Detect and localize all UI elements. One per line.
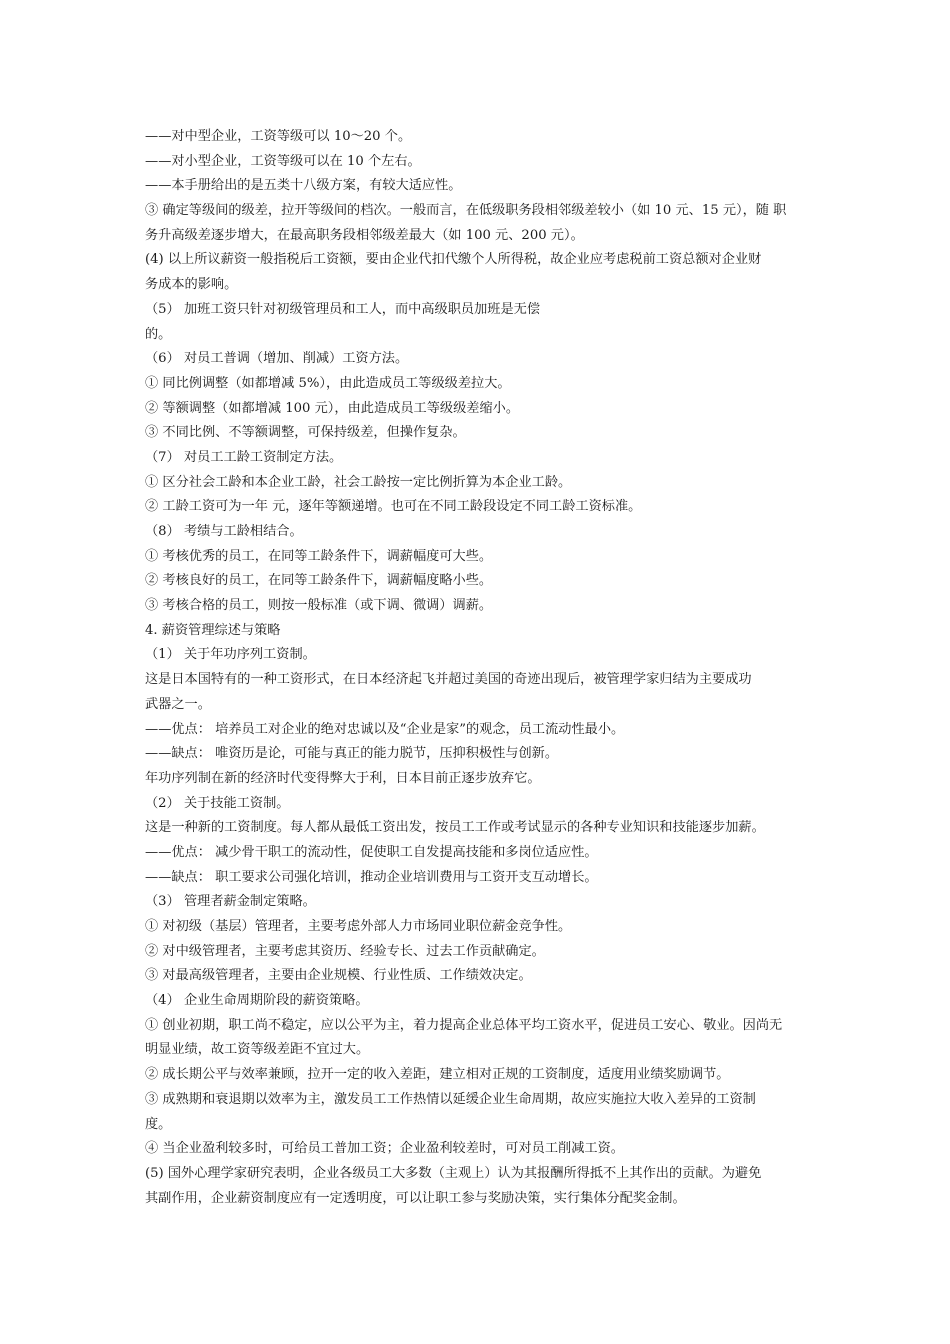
text-line: ——本手册给出的是五类十八级方案，有较大适应性。 <box>145 178 462 194</box>
text-line: ——优点： 培养员工对企业的绝对忠诚以及“企业是家”的观念，员工流动性最小。 <box>145 721 625 737</box>
text-line: ② 工龄工资可为一年 元，逐年等额递增。也可在不同工龄段设定不同工龄工资标准。 <box>145 499 642 515</box>
text-line: ③ 成熟期和衰退期以效率为主，激发员工工作热情以延缓企业生命周期，故应实施拉大收入差异的工资制 <box>145 1091 756 1107</box>
text-line: （3） 管理者薪金制定策略。 <box>145 894 316 910</box>
text-line: 年功序列制在新的经济时代变得弊大于利，日本目前正逐步放弃它。 <box>145 770 541 786</box>
text-line: （6） 对员工普调（增加、削减）工资方法。 <box>145 351 409 367</box>
text-line: 的。 <box>145 326 172 342</box>
text-line: ① 考核优秀的员工，在同等工龄条件下，调薪幅度可大些。 <box>145 548 493 564</box>
text-line: 武器之一。 <box>145 696 211 712</box>
text-line: （7） 对员工工龄工资制定方法。 <box>145 449 343 465</box>
text-line: （5） 加班工资只针对初级管理员和工人，而中高级职员加班是无偿 <box>145 301 541 317</box>
text-line: ② 成长期公平与效率兼顾，拉开一定的收入差距，建立相对正规的工资制度，适度用业绩奖励调节。 <box>145 1067 730 1083</box>
text-line: (5) 国外心理学家研究表明，企业各级员工大多数（主观上）认为其报酬所得抵不上其作出的贡献。为避免 <box>145 1165 762 1181</box>
text-line: （1） 关于年功序列工资制。 <box>145 647 316 663</box>
text-line: ——对小型企业，工资等级可以在 10 个左右。 <box>145 153 421 169</box>
text-line: ③ 不同比例、不等额调整，可保持级差，但操作复杂。 <box>145 425 466 441</box>
text-line: (4) 以上所议薪资一般指税后工资额，要由企业代扣代缴个人所得税，故企业应考虑税前工资总额对企业财 <box>145 252 762 268</box>
text-line: 这是日本国特有的一种工资形式，在日本经济起飞并超过美国的奇迹出现后，被管理学家归结为主要成功 <box>145 672 752 688</box>
text-line: ——对中型企业，工资等级可以 10～20 个。 <box>145 129 412 144</box>
text-line: ——优点： 减少骨干职工的流动性，促使职工自发提高技能和多岗位适应性。 <box>145 844 598 860</box>
text-line: 度。 <box>145 1116 172 1132</box>
text-line: ① 创业初期，职工尚不稳定，应以公平为主，着力提高企业总体平均工资水平，促进员工安心、敬业。因尚无 <box>145 1017 783 1033</box>
text-line: ③ 考核合格的员工，则按一般标准（或下调、微调）调薪。 <box>145 598 493 614</box>
text-line: ——缺点： 职工要求公司强化培训，推动企业培训费用与工资开支互动增长。 <box>145 869 598 885</box>
text-line: ② 考核良好的员工，在同等工龄条件下，调薪幅度略小些。 <box>145 573 493 589</box>
text-line: ③ 确定等级间的级差，拉开等级间的档次。一般而言，在低级职务段相邻级差较小（如 10 元、15 元），随 职 <box>145 203 787 219</box>
document-page <box>145 125 810 1211</box>
text-line: 明显业绩，故工资等级差距不宜过大。 <box>145 1042 370 1058</box>
text-line: 这是一种新的工资制度。每人都从最低工资出发，按员工工作或考试显示的各种专业知识和技能逐步加薪。 <box>145 820 765 836</box>
text-line: ④ 当企业盈利较多时，可给员工普加工资；企业盈利较差时，可对员工削减工资。 <box>145 1141 624 1157</box>
text-line: （4） 企业生命周期阶段的薪资策略。 <box>145 993 369 1009</box>
text-line: ① 对初级（基层）管理者，主要考虑外部人力市场同业职位薪金竞争性。 <box>145 919 572 934</box>
text-line: 其副作用，企业薪资制度应有一定透明度，可以让职工参与奖励决策，实行集体分配奖金制。 <box>145 1190 686 1206</box>
text-line: 务升高级差逐步增大，在最高职务段相邻级差最大（如 100 元、200 元）。 <box>145 227 584 243</box>
text-line: ① 同比例调整（如都增减 5%），由此造成员工等级级差拉大。 <box>145 375 511 391</box>
text-line: ② 对中级管理者，主要考虑其资历、经验专长、过去工作贡献确定。 <box>145 943 545 959</box>
text-line: ——缺点： 唯资历是论，可能与真正的能力脱节，压抑积极性与创新。 <box>145 746 559 762</box>
section-heading: 4. 薪资管理综述与策略 <box>145 622 281 638</box>
text-line: （8） 考绩与工龄相结合。 <box>145 524 303 539</box>
text-line: （2） 关于技能工资制。 <box>145 795 290 811</box>
text-line: 务成本的影响。 <box>145 277 238 293</box>
text-line: ② 等额调整（如都增减 100 元），由此造成员工等级级差缩小。 <box>145 400 520 416</box>
text-line: ③ 对最高级管理者，主要由企业规模、行业性质、工作绩效决定。 <box>145 968 532 984</box>
text-line: ① 区分社会工龄和本企业工龄，社会工龄按一定比例折算为本企业工龄。 <box>145 474 572 490</box>
